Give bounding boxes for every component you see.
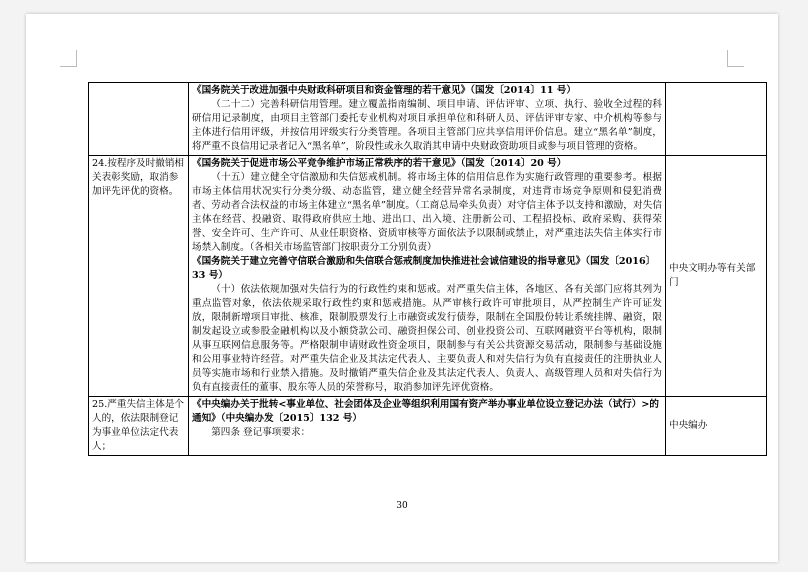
measure-cell — [89, 83, 189, 156]
policy-clause: （二十二）完善科研信用管理。建立覆盖指南编制、项目申请、评估评审、立项、执行、验收全过程的科研信用记录制度，由项目主管部门委托专业机构对项目承担单位和科研人员、评估评审专家、中介机构等参与主体进行信用评级，并按信用评级实行分类管理。各项目主管部门应共享信用评价信息。建立“黑名单”制度，将严重不良信用记录者记入“黑名单”，阶段性或永久取消其申请中央财政资助项目或参与项目管理的资格。 — [192, 99, 662, 152]
policy-reference: 《国务院关于改进加强中央财政科研项目和资金管理的若干意见》（国发〔2014〕11 号） — [192, 85, 576, 96]
policy-clause: （十）依法依规加强对失信行为的行政性约束和惩戒。对严重失信主体，各地区、各有关部门应将其列为重点监管对象，依法依规采取行政性约束和惩戒措施。从严审核行政许可审批项目，从严控制生产许可证发放，限制新增项目审批、核准，限制股票发行上市融资或发行债券，限制在全国股份转让系统挂牌、融资，限制发起设立或参股金融机构以及小额贷款公司、融资担保公司、创业投资公司、互联网融资平台等机构，限制从事互联网信息服务等。严格限制申请财政性资金项目，限制参与有关公共资源交易活动，限制参与基础设施和公用事业特许经营。对严重失信企业及其法定代表人、主要负责人和对失信行为负有直接责任的注册执业人员等实施市场和行业禁入措施。及时撤销严重失信企业及其法定代表人、负责人、高级管理人员和对失信行为负有直接责任的董事、股东等人员的荣誉称号，取消参加评先评优资格。 — [192, 284, 662, 393]
policy-reference: 《国务院关于建立完善守信联合激励和失信联合惩戒制度加快推进社会诚信建设的指导意见》（国发〔2016〕33 号） — [192, 256, 656, 281]
basis-cell — [189, 156, 666, 397]
department-cell — [666, 83, 767, 156]
policy-reference: 《国务院关于促进市场公平竞争维护市场正常秩序的若干意见》（国发〔2014〕20 号） — [192, 158, 567, 169]
measure-cell: 25.严重失信主体是个人的，依法限制登记为事业单位法定代表人； — [89, 397, 189, 456]
crop-mark-top-right — [727, 50, 744, 67]
basis-cell — [189, 397, 666, 456]
table-row — [89, 397, 767, 456]
measure-cell: 24.按程序及时撤销相关表彰奖励，取消参加评先评优的资格。 — [89, 156, 189, 397]
department-text: 中央文明办等有关部门 — [669, 263, 756, 288]
page-number: 30 — [396, 501, 408, 511]
basis-cell — [189, 83, 666, 156]
policy-clause: （十五）建立健全守信激励和失信惩戒机制。将市场主体的信用信息作为实施行政管理的重要参考。根据市场主体信用状况实行分类分级、动态监管，建立健全经营异常名录制度，对违背市场竞争原则和侵犯消费者、劳动者合法权益的市场主体建立“黑名单”制度。（工商总局牵头负责）对守信主体予以支持和激励，对失信主体在经营、投融资、取得政府供应土地、进出口、出入境、注册新公司、工程招投标、政府采购、获得荣誉、安全许可、生产许可、从业任职资格、资质审核等方面依法予以限制或禁止，对严重违法失信主体实行市场禁入制度。（各相关市场监管部门按职责分工分别负责） — [192, 172, 662, 253]
department-cell — [666, 397, 767, 456]
department-cell — [666, 156, 767, 397]
policy-reference: 《中央编办关于批转<事业单位、社会团体及企业等组织利用国有资产举办事业单位设立登记办法（试行）>的通知》（中央编办发〔2015〕132 号） — [192, 399, 659, 424]
crop-mark-top-left — [60, 50, 77, 67]
department-text: 中央编办 — [669, 420, 708, 431]
measures-table — [88, 82, 767, 456]
document-page — [26, 14, 778, 562]
table-row — [89, 83, 767, 156]
policy-clause: 第四条 登记事项要求： — [211, 427, 311, 438]
table-row — [89, 156, 767, 397]
